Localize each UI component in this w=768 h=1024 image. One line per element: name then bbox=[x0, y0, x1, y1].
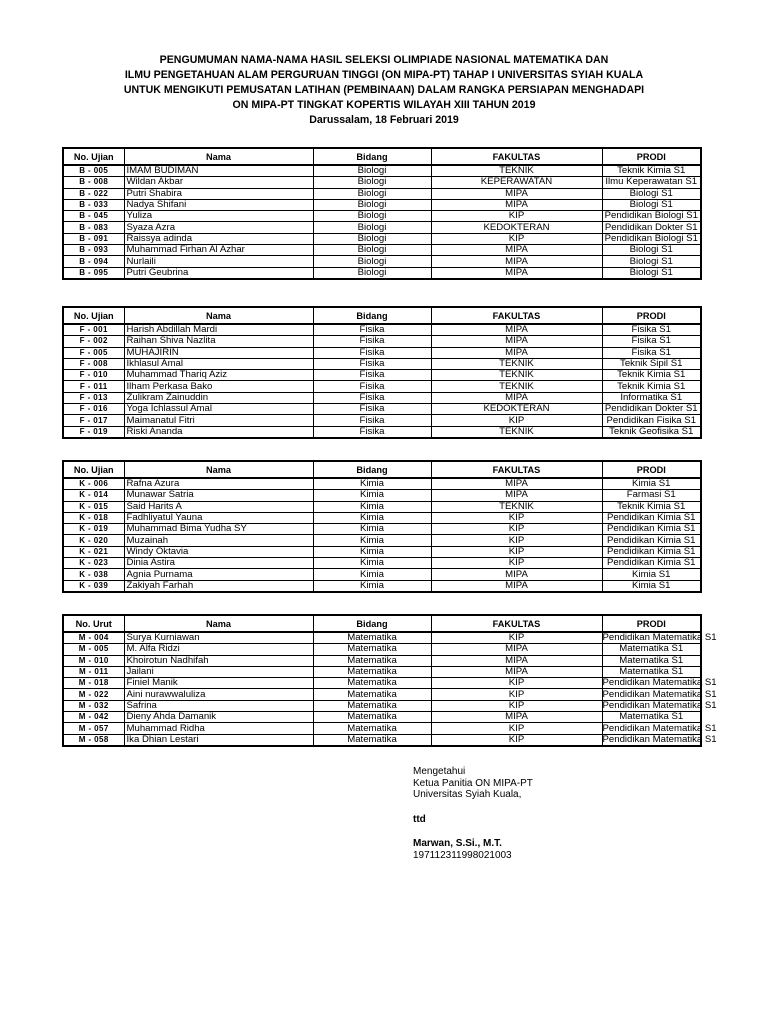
column-header: Bidang bbox=[313, 461, 431, 478]
table-row bbox=[63, 535, 701, 546]
cell-program: Matematika S1 bbox=[602, 712, 701, 723]
cell-name: Nadya Shifani bbox=[124, 199, 313, 210]
header-date: Darussalam, 18 Februari 2019 bbox=[309, 114, 459, 126]
cell-program: Pendidikan Kimia S1 bbox=[602, 524, 701, 535]
table-row bbox=[63, 524, 701, 535]
cell-field: Kimia bbox=[313, 478, 431, 490]
column-header: Nama bbox=[124, 615, 313, 632]
cell-program: Teknik Kimia S1 bbox=[602, 370, 701, 381]
cell-program: Pendidikan Matematika S1 bbox=[602, 688, 717, 700]
table-matematika bbox=[62, 614, 717, 747]
cell-field: Biologi bbox=[313, 165, 431, 177]
cell-field: Biologi bbox=[313, 188, 431, 199]
cell-name: Dieny Ahda Damanik bbox=[124, 712, 313, 723]
cell-field: Fisika bbox=[313, 358, 431, 369]
column-header: No. Urut bbox=[63, 615, 124, 632]
column-header: No. Ujian bbox=[63, 461, 124, 478]
cell-field: Matematika bbox=[313, 655, 431, 666]
cell-name: Zakiyah Farhah bbox=[124, 580, 313, 592]
cell-field: Biologi bbox=[313, 199, 431, 210]
cell-field: Matematika bbox=[313, 632, 431, 644]
cell-faculty: MIPA bbox=[431, 256, 602, 267]
table-row bbox=[63, 712, 701, 723]
table-row bbox=[63, 245, 701, 256]
cell-faculty: TEKNIK bbox=[431, 381, 602, 392]
cell-name: Nurlaili bbox=[124, 256, 313, 267]
cell-field: Kimia bbox=[313, 546, 431, 557]
table-row bbox=[63, 188, 701, 199]
cell-exam-number: K - 021 bbox=[63, 546, 124, 557]
cell-name: Rafna Azura bbox=[124, 478, 313, 490]
cell-exam-number: B - 095 bbox=[63, 267, 124, 279]
cell-field: Kimia bbox=[313, 569, 431, 580]
cell-exam-number: B - 022 bbox=[63, 188, 124, 199]
cell-exam-number: M - 018 bbox=[63, 678, 124, 689]
table-row bbox=[63, 644, 701, 655]
cell-field: Kimia bbox=[313, 580, 431, 592]
cell-exam-number: K - 014 bbox=[63, 490, 124, 501]
cell-program: Informatika S1 bbox=[602, 392, 701, 403]
cell-program: Teknik Kimia S1 bbox=[602, 501, 701, 512]
table-row bbox=[63, 546, 701, 557]
cell-faculty: MIPA bbox=[431, 199, 602, 210]
cell-name: Raihan Shiva Nazlita bbox=[124, 336, 313, 347]
cell-exam-number: K - 020 bbox=[63, 535, 124, 546]
table-header-row bbox=[63, 461, 701, 478]
cell-exam-number: F - 013 bbox=[63, 392, 124, 403]
cell-field: Kimia bbox=[313, 558, 431, 569]
cell-field: Fisika bbox=[313, 415, 431, 426]
cell-name: Putri Geubrina bbox=[124, 267, 313, 279]
cell-name: Aini nurawwaluliza bbox=[124, 689, 313, 700]
cell-name: Windy Oktavia bbox=[124, 546, 313, 557]
cell-exam-number: F - 019 bbox=[63, 426, 124, 438]
cell-program: Biologi S1 bbox=[602, 199, 701, 210]
signature-line: Mengetahui bbox=[413, 766, 466, 777]
cell-field: Biologi bbox=[313, 245, 431, 256]
table-row bbox=[63, 490, 701, 501]
cell-field: Fisika bbox=[313, 370, 431, 381]
column-header: PRODI bbox=[602, 461, 701, 478]
cell-program: Pendidikan Matematika S1 bbox=[602, 699, 717, 711]
cell-faculty: TEKNIK bbox=[431, 426, 602, 438]
cell-name: Surya Kurniawan bbox=[124, 632, 313, 644]
cell-field: Fisika bbox=[313, 347, 431, 358]
cell-name: Muhammad Firhan Al Azhar bbox=[124, 245, 313, 256]
table-row bbox=[63, 358, 701, 369]
table-row bbox=[63, 478, 701, 490]
table-row bbox=[63, 655, 701, 666]
cell-exam-number: B - 008 bbox=[63, 177, 124, 188]
cell-field: Fisika bbox=[313, 392, 431, 403]
table-kimia bbox=[62, 460, 702, 593]
cell-exam-number: F - 016 bbox=[63, 404, 124, 415]
cell-faculty: MIPA bbox=[431, 666, 602, 677]
table-row bbox=[63, 415, 701, 426]
cell-faculty: KEDOKTERAN bbox=[431, 222, 602, 233]
cell-faculty: MIPA bbox=[431, 245, 602, 256]
cell-field: Fisika bbox=[313, 381, 431, 392]
column-header: PRODI bbox=[602, 615, 701, 632]
cell-exam-number: B - 083 bbox=[63, 222, 124, 233]
cell-program: Pendidikan Biologi S1 bbox=[602, 233, 701, 244]
cell-name: Putri Shabira bbox=[124, 188, 313, 199]
cell-faculty: MIPA bbox=[431, 569, 602, 580]
cell-program: Pendidikan Kimia S1 bbox=[602, 512, 701, 523]
signature-ttd: ttd bbox=[413, 813, 426, 825]
column-header: Bidang bbox=[313, 615, 431, 632]
cell-faculty: KIP bbox=[431, 512, 602, 523]
cell-faculty: KIP bbox=[431, 558, 602, 569]
cell-faculty: MIPA bbox=[431, 392, 602, 403]
cell-field: Matematika bbox=[313, 689, 431, 700]
cell-faculty: TEKNIK bbox=[431, 165, 602, 177]
header-line: ILMU PENGETAHUAN ALAM PERGURUAN TINGGI (ON MIPA-PT) TAHAP I UNIVERSITAS SYIAH KUALA bbox=[124, 69, 644, 81]
signatory-nip: 197112311998021003 bbox=[413, 849, 512, 861]
cell-name: Wildan Akbar bbox=[124, 177, 313, 188]
cell-faculty: KIP bbox=[431, 233, 602, 244]
table-row bbox=[63, 569, 701, 580]
column-header: PRODI bbox=[602, 307, 701, 324]
cell-program: Fisika S1 bbox=[602, 347, 701, 358]
cell-faculty: MIPA bbox=[431, 644, 602, 655]
cell-program: Pendidikan Matematika S1 bbox=[602, 733, 717, 745]
table-row bbox=[63, 558, 701, 569]
cell-program: Biologi S1 bbox=[602, 188, 701, 199]
cell-field: Kimia bbox=[313, 501, 431, 512]
table-row bbox=[63, 233, 701, 244]
cell-field: Biologi bbox=[313, 267, 431, 279]
cell-faculty: MIPA bbox=[431, 712, 602, 723]
cell-program: Farmasi S1 bbox=[602, 490, 701, 501]
table-header-row bbox=[63, 615, 701, 632]
cell-name: Fadhliyatul Yauna bbox=[124, 512, 313, 523]
cell-exam-number: M - 058 bbox=[63, 734, 124, 746]
table-row bbox=[63, 211, 701, 222]
cell-field: Biologi bbox=[313, 256, 431, 267]
column-header: FAKULTAS bbox=[431, 615, 602, 632]
cell-program: Pendidikan Biologi S1 bbox=[602, 211, 701, 222]
table-row bbox=[63, 381, 701, 392]
cell-program: Pendidikan Fisika S1 bbox=[602, 415, 701, 426]
cell-name: Raissya adinda bbox=[124, 233, 313, 244]
table-row bbox=[63, 222, 701, 233]
table-row bbox=[63, 347, 701, 358]
column-header: FAKULTAS bbox=[431, 307, 602, 324]
cell-field: Matematika bbox=[313, 712, 431, 723]
cell-program: Biologi S1 bbox=[602, 267, 701, 279]
table-row bbox=[63, 501, 701, 512]
cell-field: Fisika bbox=[313, 324, 431, 336]
table-row bbox=[63, 199, 701, 210]
cell-field: Biologi bbox=[313, 222, 431, 233]
cell-exam-number: K - 006 bbox=[63, 478, 124, 490]
cell-exam-number: M - 057 bbox=[63, 723, 124, 734]
cell-field: Matematika bbox=[313, 666, 431, 677]
cell-faculty: KEPERAWATAN bbox=[431, 177, 602, 188]
table-row bbox=[63, 426, 701, 438]
table-row bbox=[63, 267, 701, 279]
cell-program: Biologi S1 bbox=[602, 245, 701, 256]
cell-name: Dinia Astira bbox=[124, 558, 313, 569]
cell-faculty: KIP bbox=[431, 689, 602, 700]
cell-exam-number: F - 005 bbox=[63, 347, 124, 358]
cell-name: Muhammad Bima Yudha SY bbox=[124, 524, 313, 535]
cell-field: Fisika bbox=[313, 426, 431, 438]
signature-line: Universitas Syiah Kuala, bbox=[413, 789, 522, 800]
cell-exam-number: K - 018 bbox=[63, 512, 124, 523]
column-header: Bidang bbox=[313, 148, 431, 165]
cell-program: Pendidikan Dokter S1 bbox=[602, 222, 701, 233]
cell-faculty: KIP bbox=[431, 535, 602, 546]
cell-exam-number: F - 010 bbox=[63, 370, 124, 381]
table-row bbox=[63, 700, 701, 711]
header-line: UNTUK MENGIKUTI PEMUSATAN LATIHAN (PEMBINAAN) DALAM RANGKA PERSIAPAN MENGHADAPI bbox=[123, 84, 645, 96]
cell-name: Zulikram Zainuddin bbox=[124, 392, 313, 403]
column-header: FAKULTAS bbox=[431, 148, 602, 165]
cell-program: Kimia S1 bbox=[602, 478, 701, 490]
cell-exam-number: M - 022 bbox=[63, 689, 124, 700]
cell-program: Teknik Kimia S1 bbox=[602, 165, 701, 177]
cell-name: Khoirotun Nadhifah bbox=[124, 655, 313, 666]
header-line: ON MIPA-PT TINGKAT KOPERTIS WILAYAH XIII TAHUN 2019 bbox=[232, 99, 536, 111]
cell-faculty: KIP bbox=[431, 211, 602, 222]
cell-name: Muhammad Thariq Aziz bbox=[124, 370, 313, 381]
cell-faculty: TEKNIK bbox=[431, 370, 602, 381]
cell-program: Teknik Sipil S1 bbox=[602, 358, 701, 369]
column-header: No. Ujian bbox=[63, 148, 124, 165]
cell-faculty: MIPA bbox=[431, 347, 602, 358]
cell-program: Teknik Geofisika S1 bbox=[602, 426, 701, 438]
cell-name: Muzainah bbox=[124, 535, 313, 546]
table-row bbox=[63, 666, 701, 677]
cell-program: Fisika S1 bbox=[602, 324, 701, 336]
cell-name: Muhammad Ridha bbox=[124, 723, 313, 734]
cell-exam-number: F - 008 bbox=[63, 358, 124, 369]
cell-field: Biologi bbox=[313, 233, 431, 244]
cell-exam-number: B - 005 bbox=[63, 165, 124, 177]
cell-field: Biologi bbox=[313, 177, 431, 188]
cell-field: Kimia bbox=[313, 490, 431, 501]
cell-faculty: KIP bbox=[431, 632, 602, 644]
cell-program: Biologi S1 bbox=[602, 256, 701, 267]
cell-field: Fisika bbox=[313, 404, 431, 415]
cell-field: Matematika bbox=[313, 700, 431, 711]
cell-faculty: MIPA bbox=[431, 490, 602, 501]
table-row bbox=[63, 632, 701, 644]
cell-program: Matematika S1 bbox=[602, 666, 701, 677]
cell-program: Pendidikan Kimia S1 bbox=[602, 535, 701, 546]
table-row bbox=[63, 177, 701, 188]
cell-field: Kimia bbox=[313, 512, 431, 523]
cell-name: Said Harits A bbox=[124, 501, 313, 512]
cell-exam-number: B - 094 bbox=[63, 256, 124, 267]
cell-faculty: MIPA bbox=[431, 324, 602, 336]
cell-faculty: KIP bbox=[431, 678, 602, 689]
cell-field: Kimia bbox=[313, 524, 431, 535]
table-row bbox=[63, 512, 701, 523]
cell-program: Pendidikan Matematika S1 bbox=[602, 722, 717, 734]
cell-exam-number: M - 004 bbox=[63, 632, 124, 644]
cell-faculty: MIPA bbox=[431, 655, 602, 666]
cell-faculty: KIP bbox=[431, 524, 602, 535]
cell-exam-number: M - 005 bbox=[63, 644, 124, 655]
cell-exam-number: F - 011 bbox=[63, 381, 124, 392]
cell-exam-number: K - 039 bbox=[63, 580, 124, 592]
table-row bbox=[63, 324, 701, 336]
cell-program: Teknik Kimia S1 bbox=[602, 381, 701, 392]
table-row bbox=[63, 580, 701, 592]
cell-name: Ika Dhian Lestari bbox=[124, 734, 313, 746]
announcement-header bbox=[0, 53, 768, 128]
cell-name: M. Alfa Ridzi bbox=[124, 644, 313, 655]
cell-field: Kimia bbox=[313, 535, 431, 546]
cell-name: IMAM BUDIMAN bbox=[124, 165, 313, 177]
cell-exam-number: K - 019 bbox=[63, 524, 124, 535]
cell-exam-number: M - 011 bbox=[63, 666, 124, 677]
cell-faculty: MIPA bbox=[431, 336, 602, 347]
column-header: Nama bbox=[124, 461, 313, 478]
table-row bbox=[63, 678, 701, 689]
table-header-row bbox=[63, 148, 701, 165]
cell-name: Yuliza bbox=[124, 211, 313, 222]
cell-name: Munawar Satria bbox=[124, 490, 313, 501]
cell-program: Pendidikan Matematika S1 bbox=[602, 677, 717, 689]
cell-faculty: TEKNIK bbox=[431, 501, 602, 512]
cell-exam-number: K - 038 bbox=[63, 569, 124, 580]
cell-faculty: TEKNIK bbox=[431, 358, 602, 369]
cell-faculty: MIPA bbox=[431, 580, 602, 592]
cell-program: Matematika S1 bbox=[602, 644, 701, 655]
table-header-row bbox=[63, 307, 701, 324]
signatory-name: Marwan, S.Si., M.T. bbox=[413, 838, 502, 849]
cell-name: Harish Abdillah Mardi bbox=[124, 324, 313, 336]
column-header: PRODI bbox=[602, 148, 701, 165]
table-row bbox=[63, 165, 701, 177]
cell-name: Finiel Manik bbox=[124, 678, 313, 689]
cell-program: Pendidikan Dokter S1 bbox=[602, 404, 701, 415]
column-header: Bidang bbox=[313, 307, 431, 324]
cell-program: Matematika S1 bbox=[602, 655, 701, 666]
cell-name: Maimanatul Fitri bbox=[124, 415, 313, 426]
table-row bbox=[63, 370, 701, 381]
cell-field: Fisika bbox=[313, 336, 431, 347]
cell-faculty: KIP bbox=[431, 734, 602, 746]
cell-field: Matematika bbox=[313, 734, 431, 746]
cell-name: Ikhlasul Amal bbox=[124, 358, 313, 369]
column-header: Nama bbox=[124, 307, 313, 324]
table-row bbox=[63, 404, 701, 415]
header-line: PENGUMUMAN NAMA-NAMA HASIL SELEKSI OLIMPIADE NASIONAL MATEMATIKA DAN bbox=[159, 54, 609, 66]
cell-exam-number: M - 010 bbox=[63, 655, 124, 666]
cell-program: Pendidikan Kimia S1 bbox=[602, 546, 701, 557]
cell-exam-number: B - 091 bbox=[63, 233, 124, 244]
cell-name: Jailani bbox=[124, 666, 313, 677]
column-header: Nama bbox=[124, 148, 313, 165]
cell-exam-number: K - 015 bbox=[63, 501, 124, 512]
cell-name: Ilham Perkasa Bako bbox=[124, 381, 313, 392]
cell-program: Pendidikan Kimia S1 bbox=[602, 558, 701, 569]
column-header: No. Ujian bbox=[63, 307, 124, 324]
cell-exam-number: M - 042 bbox=[63, 712, 124, 723]
cell-field: Biologi bbox=[313, 211, 431, 222]
cell-name: Syaza Azra bbox=[124, 222, 313, 233]
cell-name: Safrina bbox=[124, 700, 313, 711]
cell-program: Pendidikan Matematika S1 bbox=[602, 632, 717, 644]
signature-line: Ketua Panitia ON MIPA-PT bbox=[413, 777, 533, 789]
cell-field: Matematika bbox=[313, 644, 431, 655]
cell-name: Agnia Purnama bbox=[124, 569, 313, 580]
table-row bbox=[63, 734, 701, 746]
cell-exam-number: B - 045 bbox=[63, 211, 124, 222]
cell-name: MUHAJIRIN bbox=[124, 347, 313, 358]
table-row bbox=[63, 336, 701, 347]
table-fisika bbox=[62, 306, 702, 439]
cell-exam-number: B - 033 bbox=[63, 199, 124, 210]
cell-faculty: KEDOKTERAN bbox=[431, 404, 602, 415]
cell-faculty: MIPA bbox=[431, 188, 602, 199]
cell-faculty: KIP bbox=[431, 415, 602, 426]
table-row bbox=[63, 689, 701, 700]
cell-faculty: MIPA bbox=[431, 267, 602, 279]
cell-exam-number: F - 001 bbox=[63, 324, 124, 336]
cell-program: Ilmu Keperawatan S1 bbox=[602, 177, 701, 188]
cell-exam-number: F - 002 bbox=[63, 336, 124, 347]
cell-faculty: MIPA bbox=[431, 478, 602, 490]
table-row bbox=[63, 723, 701, 734]
cell-faculty: KIP bbox=[431, 723, 602, 734]
cell-exam-number: K - 023 bbox=[63, 558, 124, 569]
cell-field: Matematika bbox=[313, 678, 431, 689]
signature-block bbox=[413, 766, 533, 861]
table-row bbox=[63, 392, 701, 403]
cell-field: Matematika bbox=[313, 723, 431, 734]
cell-exam-number: B - 093 bbox=[63, 245, 124, 256]
cell-exam-number: M - 032 bbox=[63, 700, 124, 711]
table-row bbox=[63, 256, 701, 267]
column-header: FAKULTAS bbox=[431, 461, 602, 478]
cell-name: Riski Ananda bbox=[124, 426, 313, 438]
cell-program: Fisika S1 bbox=[602, 336, 701, 347]
table-biologi bbox=[62, 147, 702, 280]
cell-exam-number: F - 017 bbox=[63, 415, 124, 426]
cell-program: Kimia S1 bbox=[602, 569, 701, 580]
cell-faculty: KIP bbox=[431, 546, 602, 557]
cell-name: Yoga Ichlassul Amal bbox=[124, 404, 313, 415]
cell-faculty: KIP bbox=[431, 700, 602, 711]
cell-program: Kimia S1 bbox=[602, 580, 701, 592]
